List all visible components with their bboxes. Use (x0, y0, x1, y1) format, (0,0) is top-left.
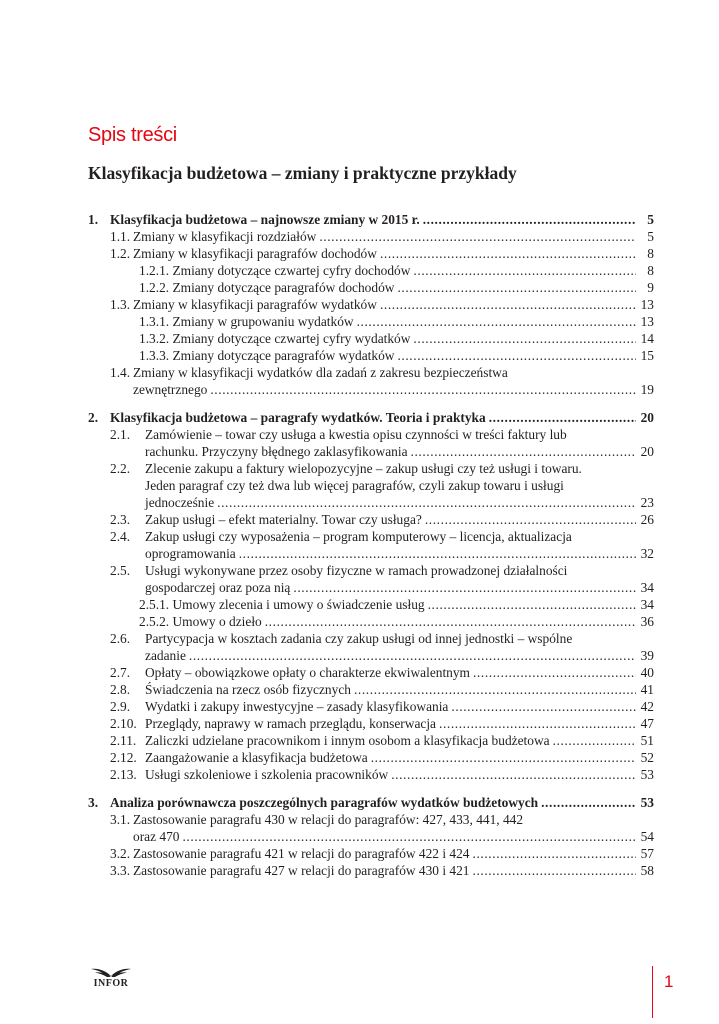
dot-leader (319, 228, 636, 245)
toc-page-number: 52 (640, 750, 654, 765)
page-number: 1 (664, 972, 674, 991)
toc-entry-number: 3.3. (110, 863, 131, 878)
toc-entry[interactable] (88, 613, 654, 630)
dot-leader (182, 828, 636, 845)
toc-entry[interactable] (88, 681, 654, 698)
toc-entry-number: 2.9. (110, 699, 131, 714)
toc-page-number: 53 (640, 767, 654, 782)
dot-leader (293, 579, 636, 596)
toc-entry-text: Zastosowanie paragrafu 430 w relacji do paragrafów: 427, 433, 441, 442 (133, 812, 524, 827)
toc-entry-text: 2.5.2. Umowy o dzieło (139, 614, 262, 629)
toc-entry-text: 1.2.1. Zmiany dotyczące czwartej cyfry dochodów (139, 263, 411, 278)
toc-page-number: 20 (640, 410, 654, 425)
toc-entry[interactable] (88, 330, 654, 347)
dot-leader (451, 698, 636, 715)
toc-page-number: 58 (640, 863, 654, 878)
toc-entry-text: Usługi wykonywane przez osoby fizyczne w ramach prowadzonej działalności (145, 563, 568, 578)
toc-page-number: 9 (647, 280, 654, 295)
toc-page-number: 41 (640, 682, 654, 697)
dot-leader (473, 664, 636, 681)
toc-entry-text: Zmiany w klasyfikacji rozdziałów (133, 229, 317, 244)
toc-entry[interactable] (88, 630, 654, 664)
toc-entry[interactable] (88, 732, 654, 749)
dot-leader (413, 262, 636, 279)
toc-entry-number: 2.10. (110, 716, 137, 731)
toc-page-number: 47 (640, 716, 654, 731)
dot-leader (239, 545, 636, 562)
dot-leader (210, 381, 636, 398)
dot-leader (473, 845, 636, 862)
toc-page-number: 15 (640, 348, 654, 363)
toc-entry-number: 2.7. (110, 665, 131, 680)
toc-entry-text: rachunku. Przyczyny błędnego zaklasyfikowania (145, 444, 408, 459)
toc-entry-number: 2. (88, 410, 99, 425)
toc-entry-text: 1.2.2. Zmiany dotyczące paragrafów dochodów (139, 280, 395, 295)
toc-entry-text: Zastosowanie paragrafu 421 w relacji do paragrafów 422 i 424 (133, 846, 470, 861)
toc-entry-text: Wydatki i zakupy inwestycyjne – zasady klasyfikowania (145, 699, 449, 714)
toc-page-number: 20 (640, 444, 654, 459)
toc-page-number: 23 (640, 495, 654, 510)
toc-entry-number: 1.1. (110, 229, 131, 244)
toc-entry[interactable] (88, 426, 654, 460)
toc-page-number: 53 (640, 795, 654, 810)
toc-entry[interactable] (88, 245, 654, 262)
toc-entry[interactable] (88, 262, 654, 279)
toc-entry-number: 2.1. (110, 427, 131, 442)
toc-entry-text: oraz 470 (133, 829, 180, 844)
toc-page-number: 32 (640, 546, 654, 561)
toc-entry-number: 2.6. (110, 631, 131, 646)
toc-entry-text: Zmiany w klasyfikacji paragrafów dochodów (133, 246, 377, 261)
toc-entry-text: Usługi szkoleniowe i szkolenia pracowników (145, 767, 389, 782)
toc-entry-text: Zamówienie – towar czy usługa a kwestia opisu czynności w treści faktury lub (145, 427, 567, 442)
toc-entry[interactable] (88, 845, 654, 862)
toc-entry[interactable] (88, 596, 654, 613)
toc-page-number: 13 (640, 297, 654, 312)
dot-leader (411, 443, 636, 460)
toc-entry-text: Zastosowanie paragrafu 427 w relacji do paragrafów 430 i 421 (133, 863, 470, 878)
toc-page-number: 13 (640, 314, 654, 329)
toc-entry-text: Analiza porównawcza poszczególnych paragrafów wydatków budżetowych (110, 795, 539, 810)
toc-entry-number: 2.4. (110, 529, 131, 544)
toc-page-number: 8 (647, 263, 654, 278)
book-title: Klasyfikacja budżetowa – zmiany i praktyczne przykłady (88, 163, 517, 183)
toc-entry-number: 1. (88, 212, 99, 227)
toc-entry-number: 2.13. (110, 767, 137, 782)
toc-entry[interactable] (88, 228, 654, 245)
toc-page-number: 8 (647, 246, 654, 261)
toc-entry[interactable] (88, 460, 654, 511)
toc-entry-text: Zmiany w klasyfikacji wydatków dla zadań z zakresu bezpieczeństwa (133, 365, 508, 380)
toc-entry-text: Zakup usługi – efekt materialny. Towar czy usługa? (145, 512, 422, 527)
toc-page-number: 34 (640, 580, 654, 595)
toc-entry-text: 1.3.2. Zmiany dotyczące czwartej cyfry wydatków (139, 331, 411, 346)
toc-entry-number: 2.8. (110, 682, 131, 697)
toc-entry-text: Zaangażowanie a klasyfikacja budżetowa (145, 750, 368, 765)
toc-entry-text: Przeglądy, naprawy w ramach przeglądu, konserwacja (145, 716, 436, 731)
toc-entry-text: Partycypacja w kosztach zadania czy zakup usługi od innej jednostki – wspólne (145, 631, 573, 646)
dot-leader (489, 409, 636, 426)
toc-entry[interactable] (88, 409, 654, 426)
toc-entry[interactable] (88, 347, 654, 364)
dot-leader (428, 596, 636, 613)
dot-leader (371, 749, 636, 766)
toc-page-number: 51 (640, 733, 654, 748)
toc-page-number: 57 (640, 846, 654, 861)
page-heading: Spis treści (88, 124, 177, 146)
toc-entry-number: 1.3. (110, 297, 131, 312)
toc-entry-number: 2.11. (110, 733, 137, 748)
publisher-name: INFOR (93, 978, 129, 989)
toc-entry[interactable] (88, 511, 654, 528)
toc-entry-text: 1.3.1. Zmiany w grupowaniu wydatków (139, 314, 354, 329)
dot-leader (265, 613, 636, 630)
dot-leader (397, 279, 636, 296)
toc-entry-text: zewnętrznego (133, 382, 208, 397)
toc-entry-text: Jeden paragraf czy też dwa lub więcej paragrafów, czyli zakup towaru i usługi (145, 478, 564, 493)
wings-icon (91, 966, 131, 978)
dot-leader (189, 647, 636, 664)
toc-entry[interactable] (88, 794, 654, 811)
table-of-contents (88, 200, 654, 879)
toc-entry-text: Zmiany w klasyfikacji paragrafów wydatków (133, 297, 377, 312)
toc-page-number: 36 (640, 614, 654, 629)
dot-leader (357, 313, 636, 330)
toc-page-number: 39 (640, 648, 654, 663)
toc-entry[interactable] (88, 766, 654, 783)
page-number-divider (652, 966, 653, 1018)
toc-entry[interactable] (88, 562, 654, 596)
toc-entry[interactable] (88, 528, 654, 562)
toc-entry-number: 1.4. (110, 365, 131, 380)
toc-entry[interactable] (88, 811, 654, 845)
dot-leader (380, 245, 636, 262)
dot-leader (391, 766, 636, 783)
toc-entry[interactable] (88, 364, 654, 398)
toc-entry-text: Zlecenie zakupu a faktury wielopozycyjne – zakup usługi czy też usługi i towaru. (145, 461, 582, 476)
toc-entry-number: 3.1. (110, 812, 131, 827)
toc-entry-text: Klasyfikacja budżetowa – najnowsze zmiany w 2015 r. (110, 212, 420, 227)
dot-leader (397, 347, 636, 364)
toc-entry[interactable] (88, 698, 654, 715)
toc-page-number: 34 (640, 597, 654, 612)
toc-entry-number: 3. (88, 795, 99, 810)
toc-entry-text: Zaliczki udzielane pracownikom i innym osobom a klasyfikacja budżetowa (145, 733, 550, 748)
toc-entry-number: 2.2. (110, 461, 131, 476)
dot-leader (439, 715, 636, 732)
toc-page-number: 5 (647, 229, 654, 244)
toc-entry-number: 2.3. (110, 512, 131, 527)
publisher-logo (88, 966, 134, 989)
toc-entry-number: 2.5. (110, 563, 131, 578)
toc-entry-text: jednocześnie (145, 495, 215, 510)
toc-entry[interactable] (88, 211, 654, 228)
dot-leader (354, 681, 636, 698)
toc-entry-number: 1.2. (110, 246, 131, 261)
toc-entry-text: 2.5.1. Umowy zlecenia i umowy o świadczenie usług (139, 597, 425, 612)
toc-entry-text: zadanie (145, 648, 186, 663)
dot-leader (380, 296, 636, 313)
toc-entry-text: Zakup usługi czy wyposażenia – program komputerowy – licencja, aktualizacja (145, 529, 572, 544)
toc-page-number: 54 (640, 829, 654, 844)
toc-entry[interactable] (88, 313, 654, 330)
toc-page-number: 14 (640, 331, 654, 346)
toc-entry-text: Świadczenia na rzecz osób fizycznych (145, 682, 351, 697)
dot-leader (413, 330, 636, 347)
dot-leader (553, 732, 636, 749)
toc-entry[interactable] (88, 296, 654, 313)
toc-entry[interactable] (88, 664, 654, 681)
toc-entry-text: Klasyfikacja budżetowa – paragrafy wydatków. Teoria i praktyka (110, 410, 486, 425)
toc-page-number: 42 (640, 699, 654, 714)
toc-entry-number: 3.2. (110, 846, 131, 861)
toc-entry-number: 2.12. (110, 750, 137, 765)
toc-page-number: 40 (640, 665, 654, 680)
toc-entry-text: Opłaty – obowiązkowe opłaty o charakterze ekwiwalentnym (145, 665, 470, 680)
dot-leader (541, 794, 636, 811)
dot-leader (473, 862, 636, 879)
toc-page-number: 26 (640, 512, 654, 527)
dot-leader (217, 494, 636, 511)
toc-entry-text: oprogramowania (145, 546, 236, 561)
toc-page-number: 5 (647, 212, 654, 227)
toc-entry[interactable] (88, 715, 654, 732)
toc-entry-text: gospodarczej oraz poza nią (145, 580, 291, 595)
dot-leader (425, 511, 636, 528)
toc-entry-text: 1.3.3. Zmiany dotyczące paragrafów wydatków (139, 348, 395, 363)
toc-page-number: 19 (640, 382, 654, 397)
dot-leader (423, 211, 636, 228)
toc-entry[interactable] (88, 862, 654, 879)
toc-entry[interactable] (88, 279, 654, 296)
toc-entry[interactable] (88, 749, 654, 766)
